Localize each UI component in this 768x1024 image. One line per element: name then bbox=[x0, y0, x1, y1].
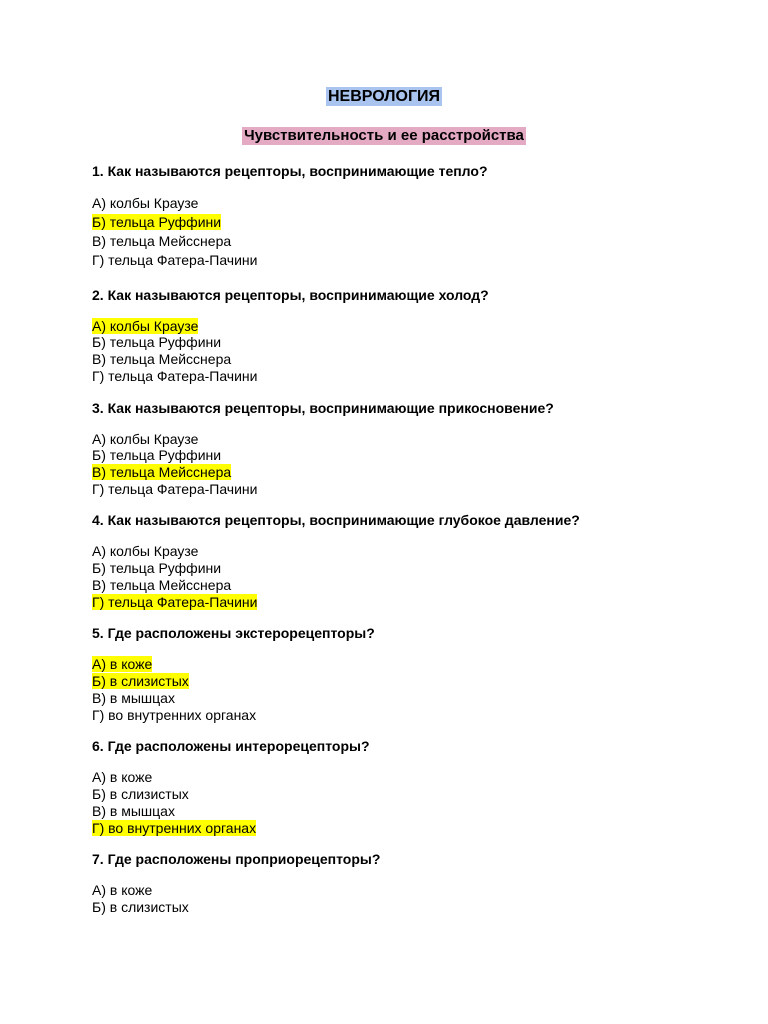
section-subtitle: Чувствительность и ее расстройства bbox=[244, 127, 524, 144]
question-7-answer-b: Б) в слизистых bbox=[92, 899, 189, 915]
question-6-answer-d: Г) во внутренних органах bbox=[92, 820, 257, 836]
question-2-answer-d: Г) тельца Фатера-Пачини bbox=[92, 368, 258, 384]
question-3: 3. Как называются рецепторы, воспринимающие прикосновение? bbox=[92, 400, 554, 416]
question-5-answer-c: В) в мышцах bbox=[92, 690, 175, 706]
question-1-answer-c: В) тельца Мейсснера bbox=[92, 233, 232, 249]
question-6-answer-b: Б) в слизистых bbox=[92, 786, 189, 802]
question-3-answer-a: А) колбы Краузе bbox=[92, 431, 199, 447]
question-1-answer-a: А) колбы Краузе bbox=[92, 195, 199, 211]
subtitle-row bbox=[0, 127, 768, 145]
question-3-answer-b: Б) тельца Руффини bbox=[92, 447, 222, 463]
question-4-answer-b: Б) тельца Руффини bbox=[92, 560, 222, 576]
question-1-answer-d: Г) тельца Фатера-Пачини bbox=[92, 252, 258, 268]
question-2-answer-b: Б) тельца Руффини bbox=[92, 334, 222, 350]
question-6-answer-c: В) в мышцах bbox=[92, 803, 175, 819]
question-6-answer-a: А) в коже bbox=[92, 769, 153, 785]
question-3-answer-d: Г) тельца Фатера-Пачини bbox=[92, 481, 258, 497]
question-2-answer-a: А) колбы Краузе bbox=[92, 318, 199, 334]
question-7: 7. Где расположены проприорецепторы? bbox=[92, 851, 381, 867]
question-2: 2. Как называются рецепторы, воспринимающие холод? bbox=[92, 287, 489, 303]
question-6: 6. Где расположены интерорецепторы? bbox=[92, 738, 370, 754]
question-2-answer-c: В) тельца Мейсснера bbox=[92, 351, 232, 367]
question-4: 4. Как называются рецепторы, воспринимающие глубокое давление? bbox=[92, 512, 580, 528]
question-4-answer-d: Г) тельца Фатера-Пачини bbox=[92, 594, 258, 610]
question-5-answer-a: А) в коже bbox=[92, 656, 153, 672]
title-row bbox=[0, 87, 768, 106]
question-5-answer-d: Г) во внутренних органах bbox=[92, 707, 257, 723]
question-1-answer-b: Б) тельца Руффини bbox=[92, 214, 222, 230]
question-5: 5. Где расположены экстерорецепторы? bbox=[92, 625, 375, 641]
question-4-answer-c: В) тельца Мейсснера bbox=[92, 577, 232, 593]
question-1: 1. Как называются рецепторы, воспринимающие тепло? bbox=[92, 163, 488, 179]
page-title: НЕВРОЛОГИЯ bbox=[327, 88, 441, 105]
question-7-answer-a: А) в коже bbox=[92, 882, 153, 898]
question-3-answer-c: В) тельца Мейсснера bbox=[92, 464, 232, 480]
question-4-answer-a: А) колбы Краузе bbox=[92, 543, 199, 559]
question-5-answer-b: Б) в слизистых bbox=[92, 673, 189, 689]
